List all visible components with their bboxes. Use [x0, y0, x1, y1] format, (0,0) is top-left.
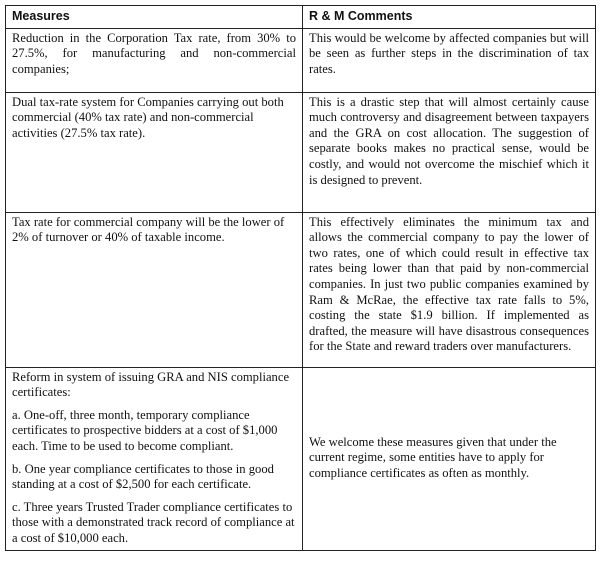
measure-cell: Tax rate for commercial company will be the lower of 2% of turnover or 40% of taxable income. — [6, 212, 303, 367]
measures-header: Measures — [6, 6, 303, 29]
table-row — [6, 92, 596, 212]
comment-cell: This would be welcome by affected companies but will be seen as further steps in the discrimination of tax rates. — [303, 28, 596, 92]
measure-paragraph: a. One-off, three month, temporary compliance certificates to prospective bidders at a cost of $1,000 each. Time to be used to become compliant. — [12, 407, 278, 453]
measure-paragraph: Reform in system of issuing GRA and NIS compliance certificates: — [12, 369, 290, 400]
table-row — [6, 367, 596, 550]
table-row — [6, 28, 596, 92]
comments-header: R & M Comments — [303, 6, 596, 29]
comment-cell: This is a drastic step that will almost certainly cause much controversy and disagreement between taxpayers and the GRA on cost allocation. The suggestion of separate books makes no practical sense, would be costly, and would not overcome the mischief which it is designed to prevent. — [303, 92, 596, 212]
measure-paragraph: c. Three years Trusted Trader compliance certificates to those with a demonstrated track record of compliance at a cost of $10,000 each. — [12, 499, 295, 545]
measures-table — [5, 5, 596, 551]
measure-cell: Reduction in the Corporation Tax rate, from 30% to 27.5%, for manufacturing and non-commercial companies; — [6, 28, 303, 92]
comment-cell: We welcome these measures given that under the current regime, some entities have to apply for compliance certificates as often as monthly. — [303, 367, 596, 550]
measure-cell: Dual tax-rate system for Companies carrying out both commercial (40% tax rate) and non-commercial activities (27.5% tax rate). — [6, 92, 303, 212]
comment-cell: This effectively eliminates the minimum tax and allows the commercial company to pay the lower of two rates, one of which could result in effective tax rates being lower than that paid by non-commercial companies. In just two public companies examined by Ram & McRae, the effective tax rate falls to 5%, costing the state $1.9 billion. If implemented as drafted, the measure will have disastrous consequences for the State and reward traders over manufacturers. — [303, 212, 596, 367]
table-row — [6, 212, 596, 367]
header-row — [6, 6, 596, 29]
measure-paragraph: b. One year compliance certificates to those in good standing at a cost of $2,500 for each certificate. — [12, 461, 274, 492]
measure-cell — [6, 367, 303, 550]
